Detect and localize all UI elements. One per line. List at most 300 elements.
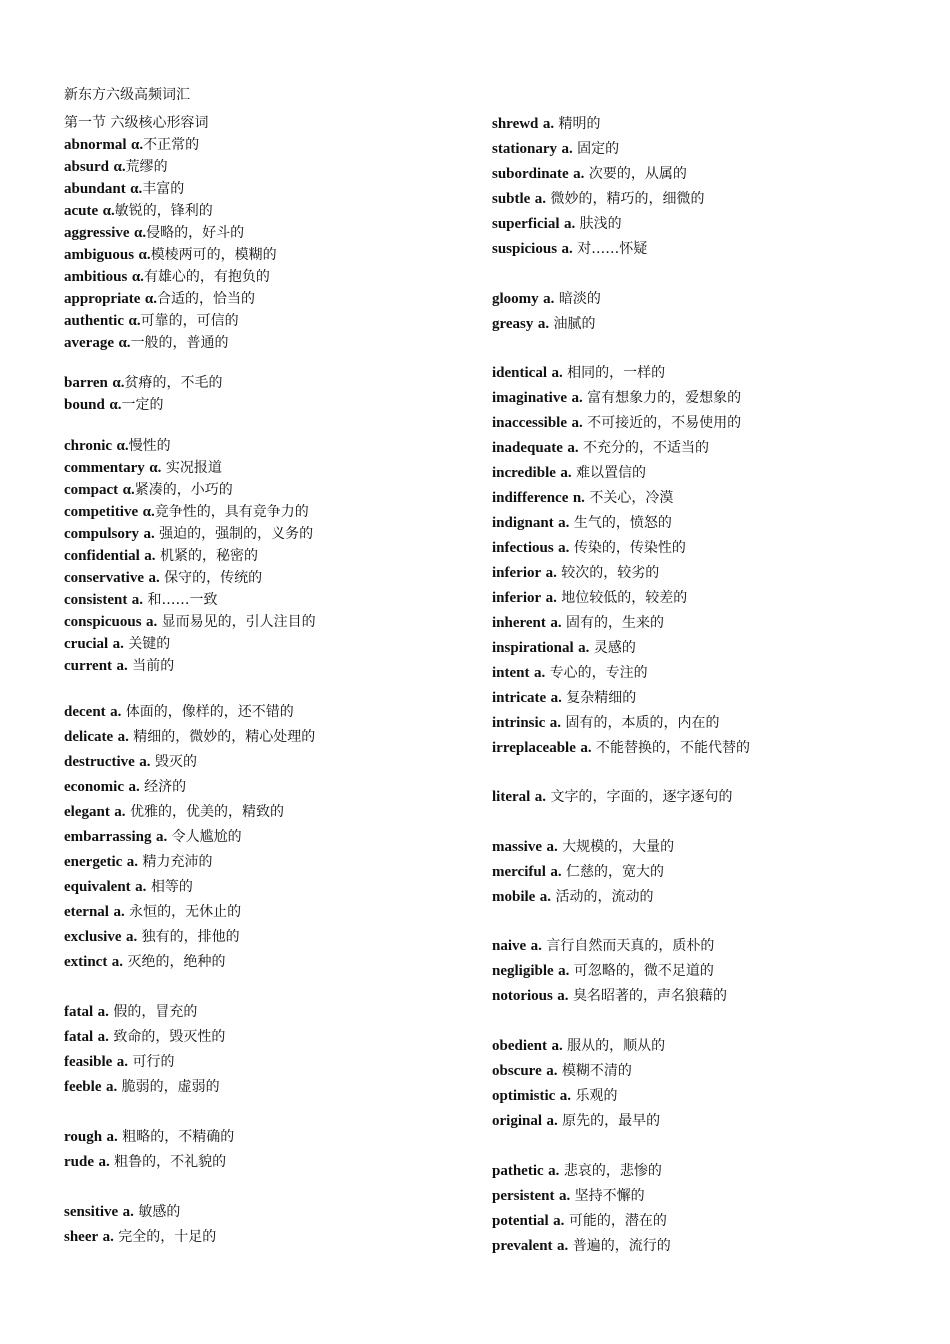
part-of-speech: a. (558, 1188, 571, 1204)
part-of-speech: α. (130, 137, 144, 153)
vocab-entry (64, 290, 255, 308)
part-of-speech: a. (545, 565, 557, 581)
part-of-speech: α. (116, 438, 129, 454)
vocab-word: notorious (492, 988, 553, 1004)
vocab-definition: 一般的，普通的 (130, 335, 229, 351)
vocab-entry (492, 962, 714, 980)
vocab-word: identical (492, 365, 547, 381)
vocab-word: shrewd (492, 116, 539, 132)
vocab-word: subtle (492, 191, 531, 207)
vocab-entry (492, 215, 622, 233)
vocab-definition: 不可接近的，不易使用的 (582, 415, 742, 431)
vocab-word: aggressive (64, 225, 130, 241)
part-of-speech: a. (128, 779, 140, 795)
vocab-definition: 体面的，像样的，还不错的 (121, 704, 294, 720)
vocab-entry (492, 140, 619, 158)
vocab-entry (492, 1037, 665, 1055)
vocab-word: original (492, 1113, 543, 1129)
vocab-definition: 精细的，微妙的，精心处理的 (128, 729, 316, 745)
vocab-entry (64, 953, 225, 971)
vocab-word: fatal (64, 1029, 94, 1045)
vocab-entry (492, 1187, 645, 1205)
part-of-speech: a. (550, 615, 562, 631)
vocab-entry (64, 778, 186, 796)
vocab-definition: 模棱两可的，模糊的 (150, 247, 277, 263)
vocab-word: economic (64, 779, 124, 795)
part-of-speech: a. (534, 789, 547, 805)
vocab-definition: 可行的 (128, 1054, 175, 1070)
vocab-definition: 致命的，毁灭性的 (108, 1029, 226, 1045)
vocab-word: exclusive (64, 929, 122, 945)
part-of-speech: a. (573, 166, 585, 182)
vocab-definition: 服从的，顺从的 (562, 1038, 666, 1054)
vocab-word: subordinate (492, 166, 569, 182)
vocab-word: inaccessible (492, 415, 567, 431)
vocab-entry (64, 1128, 234, 1146)
part-of-speech: a. (553, 1213, 565, 1229)
part-of-speech: a. (537, 316, 550, 332)
vocab-entry (492, 1212, 667, 1230)
part-of-speech: a. (546, 1063, 558, 1079)
vocab-entry (492, 165, 687, 183)
part-of-speech: a. (114, 804, 126, 820)
vocab-entry (492, 464, 646, 482)
vocab-word: naive (492, 938, 527, 954)
vocab-word: feasible (64, 1054, 113, 1070)
part-of-speech: a. (117, 729, 129, 745)
vocab-definition: 可能的，潜在的 (564, 1213, 667, 1229)
vocab-word: imaginative (492, 390, 567, 406)
vocab-entry (64, 635, 170, 653)
vocab-word: abundant (64, 181, 126, 197)
vocab-entry (492, 788, 732, 806)
part-of-speech: a. (97, 1029, 109, 1045)
vocab-definition: 合适的，恰当的 (156, 291, 255, 307)
vocab-word: feeble (64, 1079, 102, 1095)
vocab-definition: 可靠的，可信的 (140, 313, 239, 329)
part-of-speech: a. (126, 854, 138, 870)
vocab-entry (492, 389, 741, 407)
part-of-speech: a. (571, 415, 583, 431)
vocab-entry (64, 703, 294, 721)
vocab-definition: 相等的 (146, 879, 193, 895)
vocab-entry (64, 1053, 174, 1071)
vocab-entry (64, 853, 212, 871)
vocab-word: suspicious (492, 241, 558, 257)
vocab-entry (64, 437, 171, 455)
vocab-word: commentary (64, 460, 145, 476)
vocab-entry (64, 1228, 216, 1246)
part-of-speech: α. (130, 181, 143, 197)
vocab-entry (64, 268, 270, 286)
part-of-speech: a. (546, 839, 558, 855)
vocab-entry (64, 246, 277, 264)
vocab-definition: 言行自然而天真的，质朴的 (541, 938, 715, 954)
part-of-speech: a. (135, 879, 147, 895)
part-of-speech: a. (546, 1113, 558, 1129)
part-of-speech: a. (558, 540, 570, 556)
part-of-speech: a. (580, 740, 592, 756)
part-of-speech: a. (559, 1088, 572, 1104)
vocab-entry (64, 547, 258, 565)
part-of-speech: a. (551, 365, 563, 381)
vocab-entry (492, 639, 636, 657)
part-of-speech: a. (560, 465, 572, 481)
vocab-entry (64, 828, 242, 846)
vocab-definition: 敏感的 (133, 1204, 181, 1220)
vocab-entry (64, 459, 222, 477)
vocab-definition: 一定的 (121, 397, 164, 413)
part-of-speech: a. (113, 904, 125, 920)
part-of-speech: α. (142, 504, 155, 520)
vocab-definition: 假的，冒充的 (108, 1004, 198, 1020)
vocab-entry (64, 334, 229, 352)
vocab-word: inherent (492, 615, 546, 631)
vocab-word: incredible (492, 465, 556, 481)
vocab-entry (492, 414, 741, 432)
vocab-word: inferior (492, 565, 542, 581)
part-of-speech: α. (118, 335, 131, 351)
vocab-definition: 普遍的，流行的 (568, 1238, 671, 1254)
vocab-word: rough (64, 1129, 103, 1145)
vocab-entry (64, 396, 163, 414)
vocab-definition: 固有的，生来的 (561, 615, 665, 631)
vocab-word: rude (64, 1154, 94, 1170)
vocab-definition: 对……怀疑 (572, 241, 648, 257)
vocab-definition: 经济的 (139, 779, 187, 795)
vocab-definition: 和……一致 (143, 592, 218, 608)
part-of-speech: a. (144, 548, 156, 564)
part-of-speech: a. (539, 889, 552, 905)
vocab-word: inspirational (492, 640, 574, 656)
vocab-word: potential (492, 1213, 549, 1229)
vocab-definition: 关键的 (123, 636, 171, 652)
part-of-speech: a. (530, 938, 542, 954)
part-of-speech: α. (102, 203, 115, 219)
vocab-entry (64, 657, 174, 675)
vocab-word: sensitive (64, 1204, 119, 1220)
vocab-entry (64, 503, 309, 521)
vocab-entry (492, 689, 636, 707)
document-title: 新东方六级高频词汇 (64, 87, 190, 103)
part-of-speech: a. (567, 440, 579, 456)
vocab-definition: 臭名昭著的，声名狼藉的 (568, 988, 727, 1004)
section-title: 第一节 六级核心形容词 (64, 115, 209, 131)
vocab-word: optimistic (492, 1088, 556, 1104)
vocab-word: bound (64, 397, 105, 413)
part-of-speech: a. (549, 715, 562, 731)
vocab-word: authentic (64, 313, 124, 329)
vocab-definition: 悲哀的，悲惨的 (559, 1163, 662, 1179)
vocab-definition: 实况报道 (161, 460, 222, 476)
vocab-word: obedient (492, 1038, 548, 1054)
vocab-entry (64, 180, 184, 198)
vocab-definition: 油腻的 (549, 316, 596, 332)
vocab-definition: 永恒的，无休止的 (124, 904, 242, 920)
part-of-speech: a. (557, 1238, 569, 1254)
part-of-speech: a. (110, 704, 122, 720)
vocab-definition: 优雅的，优美的，精致的 (125, 804, 284, 820)
part-of-speech: a. (106, 1129, 118, 1145)
vocab-word: embarrassing (64, 829, 152, 845)
vocab-definition: 固定的 (572, 141, 620, 157)
vocab-entry (492, 739, 750, 757)
vocab-entry (492, 564, 659, 582)
part-of-speech: a. (122, 1204, 134, 1220)
vocab-word: literal (492, 789, 531, 805)
vocab-word: decent (64, 704, 106, 720)
vocab-definition: 微妙的，精巧的，细微的 (546, 191, 705, 207)
vocab-word: destructive (64, 754, 135, 770)
vocab-definition: 专心的，专注的 (545, 665, 648, 681)
vocab-definition: 完全的，十足的 (113, 1229, 217, 1245)
vocab-entry (492, 539, 686, 557)
vocab-word: intent (492, 665, 530, 681)
part-of-speech: a. (116, 658, 128, 674)
part-of-speech: a. (97, 1004, 109, 1020)
vocab-entry (64, 591, 218, 609)
vocab-entry (492, 937, 714, 955)
vocab-word: greasy (492, 316, 534, 332)
part-of-speech: a. (111, 954, 124, 970)
vocab-word: eternal (64, 904, 109, 920)
vocab-definition: 灭绝的，绝种的 (123, 954, 226, 970)
vocab-definition: 固有的，本质的，内在的 (561, 715, 720, 731)
vocab-definition: 模糊不清的 (557, 1063, 632, 1079)
vocab-definition: 当前的 (127, 658, 175, 674)
vocab-entry (64, 136, 199, 154)
vocab-definition: 精力充沛的 (138, 854, 213, 870)
part-of-speech: a. (548, 1163, 560, 1179)
vocab-definition: 富有想象力的，爱想象的 (582, 390, 742, 406)
vocab-word: stationary (492, 141, 557, 157)
part-of-speech: a. (550, 864, 562, 880)
vocab-word: acute (64, 203, 99, 219)
part-of-speech: n. (572, 490, 585, 506)
vocab-entry (492, 115, 601, 133)
vocab-definition: 文字的，字面的，逐字逐句的 (546, 789, 733, 805)
vocab-word: extinct (64, 954, 108, 970)
vocab-entry (64, 928, 240, 946)
vocab-entry (492, 714, 720, 732)
vocab-word: prevalent (492, 1238, 553, 1254)
vocab-entry (492, 240, 647, 258)
vocab-word: inadequate (492, 440, 563, 456)
vocab-entry (64, 525, 313, 543)
vocab-definition: 精明的 (554, 116, 601, 132)
vocab-word: elegant (64, 804, 110, 820)
vocab-word: barren (64, 375, 108, 391)
vocab-word: compulsory (64, 526, 139, 542)
vocab-definition: 荒缪的 (125, 159, 168, 175)
vocab-word: energetic (64, 854, 123, 870)
vocab-definition: 脆弱的，虚弱的 (117, 1079, 220, 1095)
vocab-definition: 不关心，冷漠 (584, 490, 674, 506)
vocab-definition: 强迫的，强制的，义务的 (154, 526, 314, 542)
vocab-definition: 活动的，流动的 (551, 889, 654, 905)
vocab-entry (492, 987, 727, 1005)
vocab-entry (492, 863, 664, 881)
part-of-speech: a. (551, 1038, 563, 1054)
vocab-word: chronic (64, 438, 113, 454)
vocab-definition: 灵感的 (589, 640, 636, 656)
vocab-word: abnormal (64, 137, 127, 153)
part-of-speech: a. (542, 116, 555, 132)
vocab-entry (64, 1028, 225, 1046)
vocab-entry (492, 1087, 617, 1105)
vocab-definition: 保守的，传统的 (159, 570, 263, 586)
vocab-word: equivalent (64, 879, 131, 895)
vocab-entry (64, 312, 239, 330)
vocab-entry (64, 158, 168, 176)
vocab-entry (64, 803, 284, 821)
part-of-speech: a. (148, 570, 160, 586)
vocab-word: conservative (64, 570, 144, 586)
vocab-definition: 贫瘠的，不毛的 (124, 375, 223, 391)
vocab-entry (64, 481, 233, 499)
part-of-speech: a. (558, 963, 570, 979)
vocab-definition: 粗略的，不精确的 (117, 1129, 235, 1145)
vocab-word: consistent (64, 592, 128, 608)
vocab-entry (492, 290, 601, 308)
vocab-entry (492, 888, 654, 906)
vocab-word: fatal (64, 1004, 94, 1020)
vocab-entry (64, 753, 197, 771)
vocab-word: absurd (64, 159, 110, 175)
part-of-speech: a. (534, 191, 547, 207)
part-of-speech: a. (116, 1054, 129, 1070)
vocab-definition: 机紧的，秘密的 (155, 548, 258, 564)
vocab-definition: 生气的，愤怒的 (569, 515, 672, 531)
part-of-speech: a. (155, 829, 168, 845)
vocab-entry (64, 613, 316, 631)
vocab-entry (492, 614, 664, 632)
vocab-definition: 大规模的，大量的 (557, 839, 675, 855)
vocab-definition: 不正常的 (143, 137, 200, 153)
part-of-speech: a. (143, 526, 155, 542)
vocab-definition: 敏锐的，锋利的 (114, 203, 213, 219)
vocab-word: pathetic (492, 1163, 544, 1179)
vocab-word: current (64, 658, 113, 674)
vocab-word: intrinsic (492, 715, 546, 731)
part-of-speech: a. (125, 929, 138, 945)
vocab-definition: 难以置信的 (571, 465, 647, 481)
vocab-word: indifference (492, 490, 569, 506)
part-of-speech: a. (557, 988, 569, 1004)
vocab-definition: 暗淡的 (554, 291, 601, 307)
part-of-speech: a. (543, 291, 555, 307)
vocab-definition: 原先的，最早的 (557, 1113, 661, 1129)
vocab-entry (492, 489, 673, 507)
vocab-definition: 独有的，排他的 (137, 929, 240, 945)
vocab-entry (64, 202, 213, 220)
vocab-entry (64, 569, 262, 587)
vocab-entry (492, 1162, 662, 1180)
part-of-speech: a. (533, 665, 546, 681)
vocab-word: obscure (492, 1063, 542, 1079)
vocab-word: average (64, 335, 114, 351)
vocab-entry (64, 1078, 220, 1096)
vocab-entry (64, 1003, 197, 1021)
vocab-definition: 可忽略的，微不足道的 (569, 963, 714, 979)
part-of-speech: α. (138, 247, 151, 263)
vocab-definition: 仁慈的，宽大的 (561, 864, 665, 880)
vocab-word: appropriate (64, 291, 141, 307)
part-of-speech: α. (113, 159, 126, 175)
vocab-entry (492, 315, 596, 333)
vocab-word: ambitious (64, 269, 128, 285)
vocab-word: intricate (492, 690, 547, 706)
vocab-definition: 侵略的，好斗的 (146, 225, 245, 241)
part-of-speech: a. (578, 640, 590, 656)
vocab-definition: 竞争性的，具有竞争力的 (154, 504, 309, 520)
vocab-definition: 毁灭的 (150, 754, 197, 770)
vocab-word: compact (64, 482, 119, 498)
vocab-definition: 复杂精细的 (561, 690, 637, 706)
vocab-definition: 丰富的 (142, 181, 185, 197)
vocab-word: gloomy (492, 291, 539, 307)
part-of-speech: a. (561, 241, 573, 257)
vocab-definition: 紧凑的，小巧的 (134, 482, 233, 498)
vocab-definition: 地位较低的，较差的 (556, 590, 688, 606)
vocab-entry (492, 589, 687, 607)
part-of-speech: α. (144, 291, 157, 307)
vocab-definition: 相同的，一样的 (562, 365, 666, 381)
vocab-entry (64, 903, 241, 921)
vocab-word: competitive (64, 504, 139, 520)
vocab-definition: 肤浅的 (575, 216, 622, 232)
vocab-entry (64, 1153, 226, 1171)
vocab-entry (64, 1203, 180, 1221)
vocab-word: crucial (64, 636, 109, 652)
part-of-speech: a. (145, 614, 158, 630)
vocab-word: irreplaceable (492, 740, 576, 756)
vocab-entry (64, 374, 222, 392)
vocab-entry (492, 664, 648, 682)
vocab-definition: 慢性的 (128, 438, 171, 454)
part-of-speech: a. (545, 590, 557, 606)
vocab-entry (64, 224, 244, 242)
part-of-speech: a. (558, 515, 570, 531)
part-of-speech: α. (112, 375, 125, 391)
vocab-definition: 令人尴尬的 (167, 829, 242, 845)
vocab-word: superficial (492, 216, 560, 232)
vocab-word: merciful (492, 864, 546, 880)
part-of-speech: a. (550, 690, 562, 706)
vocab-word: negligible (492, 963, 554, 979)
vocab-entry (492, 838, 674, 856)
vocab-word: delicate (64, 729, 114, 745)
vocab-definition: 有雄心的，有抱负的 (143, 269, 270, 285)
part-of-speech: a. (131, 592, 144, 608)
part-of-speech: α. (134, 225, 147, 241)
part-of-speech: a. (571, 390, 583, 406)
part-of-speech: α. (131, 269, 144, 285)
vocab-definition: 较次的，较劣的 (556, 565, 660, 581)
vocab-entry (64, 728, 315, 746)
vocab-word: conspicuous (64, 614, 142, 630)
vocab-entry (492, 1237, 671, 1255)
part-of-speech: α. (109, 397, 122, 413)
vocab-definition: 传染的，传染性的 (569, 540, 686, 556)
part-of-speech: a. (561, 141, 573, 157)
part-of-speech: a. (112, 636, 124, 652)
vocab-entry (492, 514, 672, 532)
part-of-speech: a. (102, 1229, 114, 1245)
vocab-word: sheer (64, 1229, 99, 1245)
vocab-entry (492, 439, 709, 457)
vocab-word: infectious (492, 540, 554, 556)
